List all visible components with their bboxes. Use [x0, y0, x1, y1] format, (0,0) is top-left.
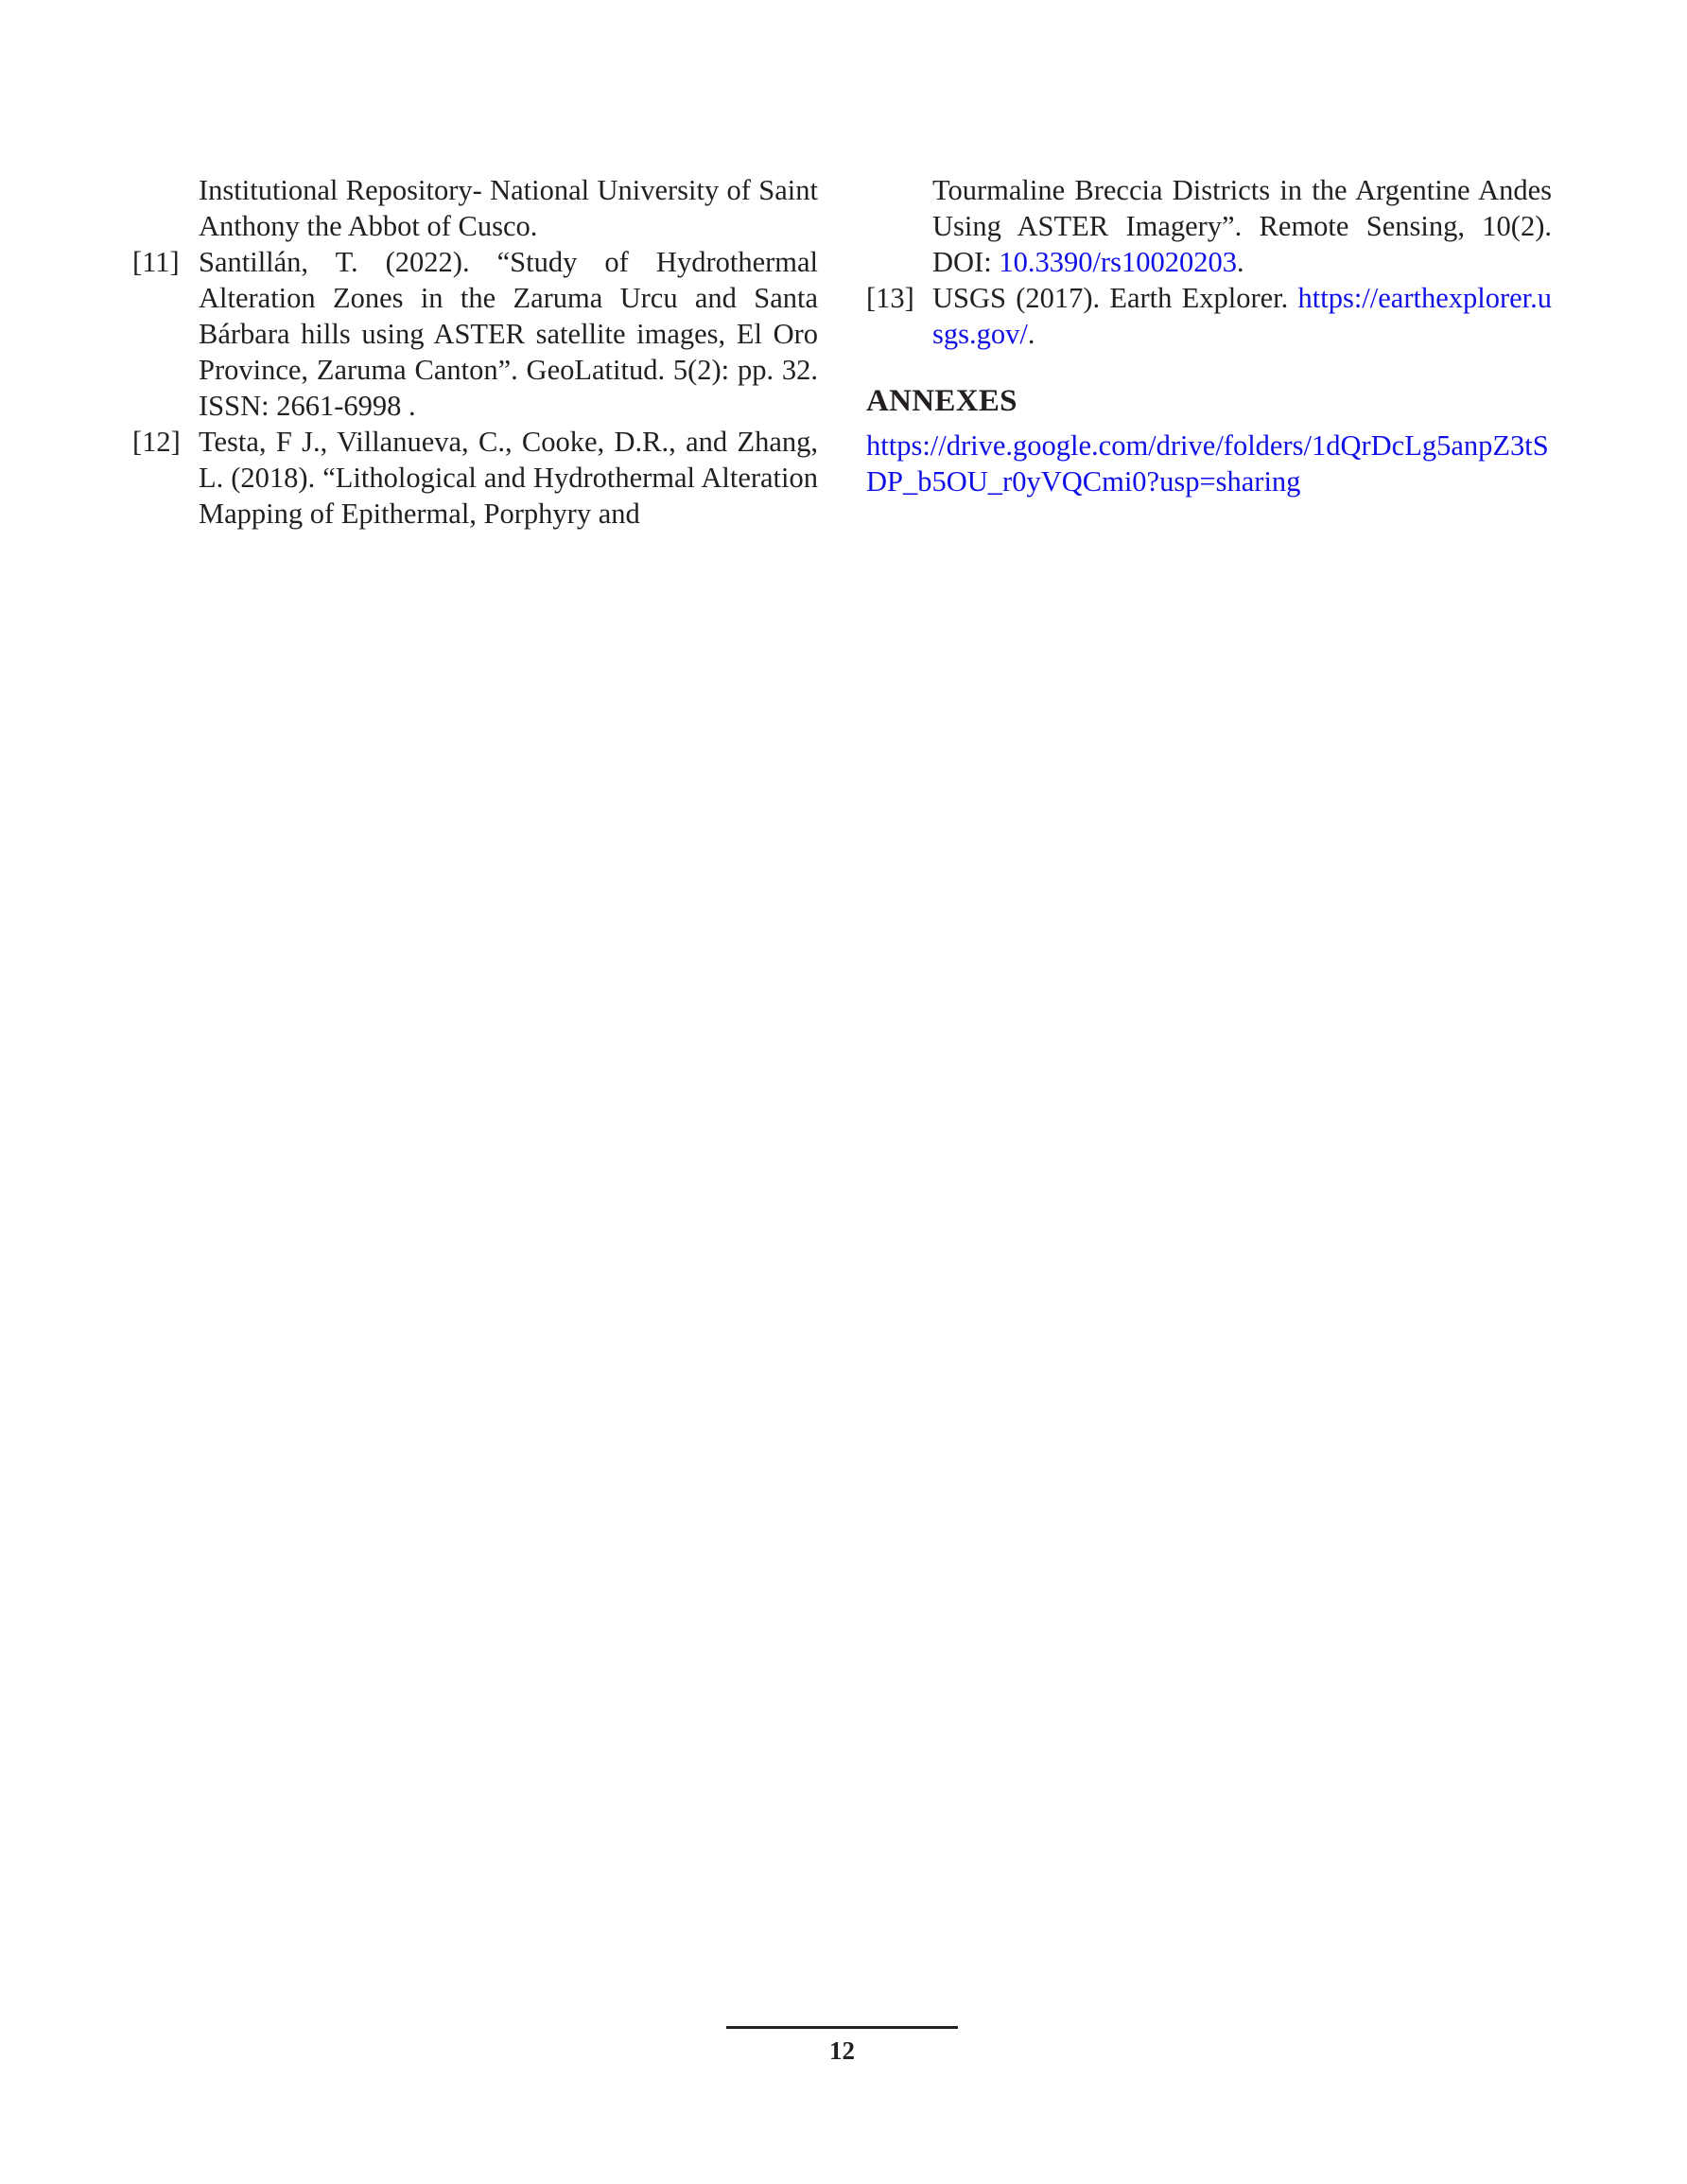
reference-13-text: USGS (2017). Earth Explorer. [932, 282, 1298, 314]
reference-12-number: [12] [132, 426, 181, 458]
left-column [132, 172, 818, 532]
reference-10-continuation: Institutional Repository- National University of Saint Anthony the Abbot of Cusco. [199, 174, 818, 242]
right-column [866, 172, 1552, 499]
annexes-drive-link[interactable]: https://drive.google.com/drive/folders/1dQrDcLg5anpZ3tSDP_b5OU_r0yVQCmi0?usp=sharing [866, 429, 1549, 498]
reference-13-number: [13] [866, 282, 914, 314]
reference-11 [132, 244, 818, 424]
reference-13-end: . [1027, 318, 1035, 350]
annexes-heading: ANNEXES [866, 384, 1017, 418]
reference-12-continuation [866, 172, 1552, 280]
page-number: 12 [829, 2036, 855, 2065]
reference-11-text: Santillán, T. (2022). “Study of Hydrothermal Alteration Zones in the Zaruma Urcu and Santa Bárbara hills using ASTER satellite images, El Oro Province, Zaruma Canton”. GeoLatitud. 5(2): pp. 32. ISSN: 2661-6998 . [199, 246, 818, 422]
footer-rule [726, 2026, 958, 2029]
reference-12-continuation-text: Tourmaline Breccia Districts in the Argentine Andes Using ASTER Imagery”. Remote Sensing, 10(2). DOI: [932, 174, 1552, 278]
reference-12-end: . [1236, 246, 1244, 278]
earth-explorer-link[interactable]: https://earthexplorer.usgs.gov/ [932, 282, 1552, 350]
doi-link[interactable]: 10.3390/rs10020203 [999, 246, 1237, 278]
reference-13 [866, 280, 1552, 352]
reference-11-number: [11] [132, 246, 180, 278]
reference-12 [132, 424, 818, 532]
reference-12-text: Testa, F J., Villanueva, C., Cooke, D.R., and Zhang, L. (2018). “Lithological and Hydrothermal Alteration Mapping of Epithermal, Porphyry and [199, 426, 818, 530]
